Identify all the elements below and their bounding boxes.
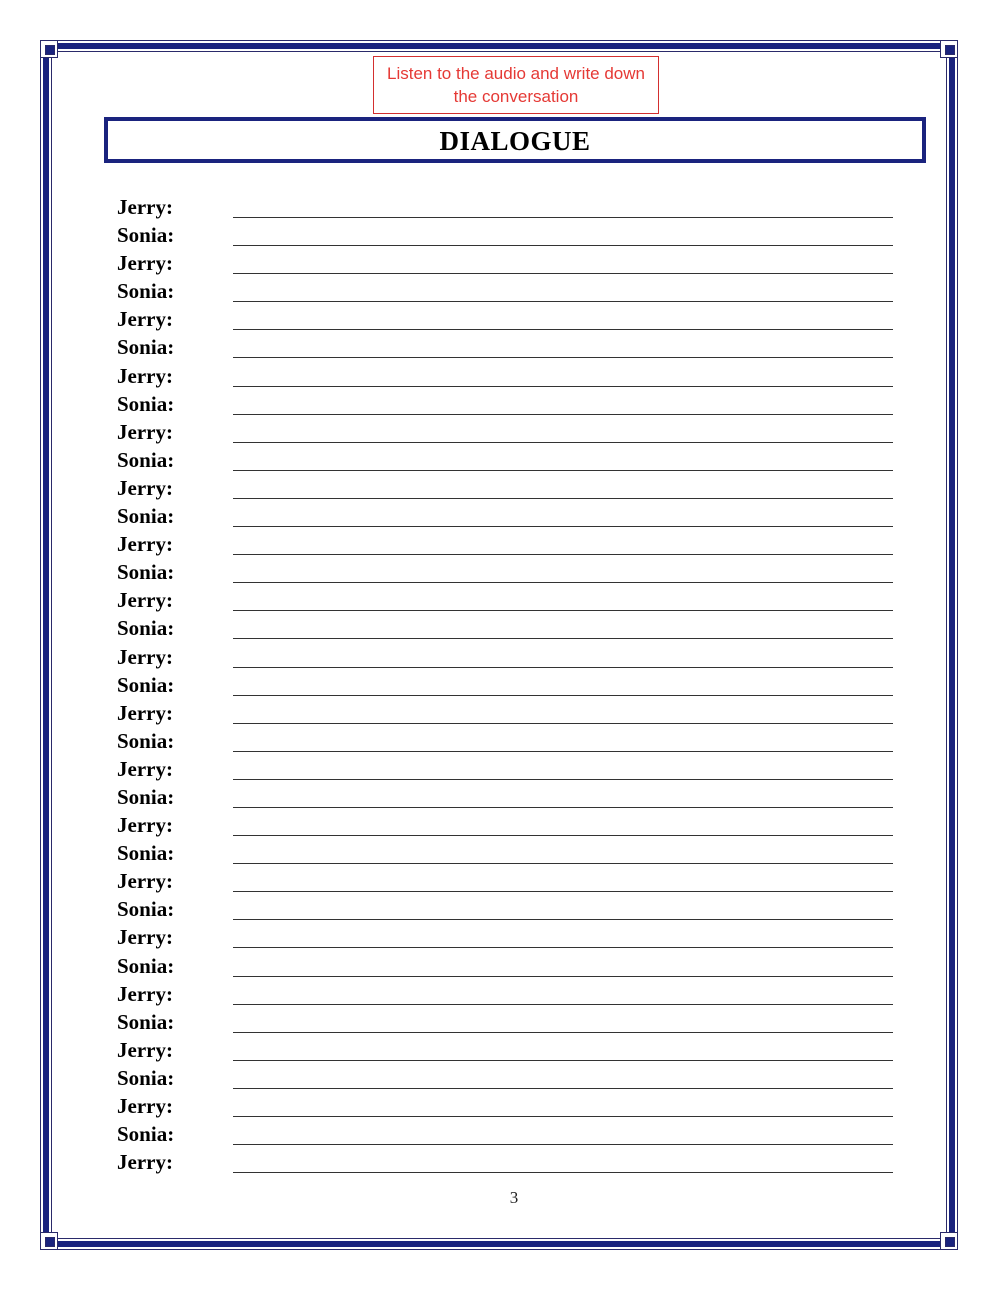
speaker-label: Sonia: <box>117 784 175 809</box>
speaker-label: Sonia: <box>117 897 175 922</box>
dialogue-line <box>117 839 897 867</box>
answer-line[interactable] <box>233 1004 893 1005</box>
speaker-label: Sonia: <box>117 391 175 416</box>
answer-line[interactable] <box>233 442 893 443</box>
dialogue-line <box>117 1036 897 1064</box>
answer-line[interactable] <box>233 919 893 920</box>
answer-line[interactable] <box>233 386 893 387</box>
speaker-label: Jerry: <box>117 869 173 894</box>
dialogue-line <box>117 671 897 699</box>
answer-line[interactable] <box>233 638 893 639</box>
corner-ornament-bottom-right <box>940 1232 958 1250</box>
dialogue-line <box>117 699 897 727</box>
speaker-label: Jerry: <box>117 532 173 557</box>
answer-line[interactable] <box>233 245 893 246</box>
speaker-label: Jerry: <box>117 1094 173 1118</box>
dialogue-line <box>117 755 897 783</box>
dialogue-line <box>117 277 897 305</box>
speaker-label: Sonia: <box>117 1122 175 1147</box>
dialogue-line <box>117 1120 897 1148</box>
answer-line[interactable] <box>233 1144 893 1145</box>
dialogue-line <box>117 193 897 221</box>
title-banner <box>104 117 926 163</box>
dialogue-line <box>117 502 897 530</box>
answer-line[interactable] <box>233 610 893 611</box>
dialogue-line <box>117 923 897 951</box>
speaker-label: Jerry: <box>117 644 173 669</box>
dialogue-line <box>117 727 897 755</box>
dialogue-line <box>117 362 897 390</box>
speaker-label: Jerry: <box>117 363 173 388</box>
dialogue-line <box>117 418 897 446</box>
speaker-label: Jerry: <box>117 195 173 219</box>
dialogue-line <box>117 305 897 333</box>
answer-line[interactable] <box>233 414 893 415</box>
answer-line[interactable] <box>233 1032 893 1033</box>
speaker-label: Sonia: <box>117 1009 175 1034</box>
speaker-label: Jerry: <box>117 475 173 500</box>
answer-line[interactable] <box>233 526 893 527</box>
answer-line[interactable] <box>233 947 893 948</box>
speaker-label: Sonia: <box>117 447 175 472</box>
answer-line[interactable] <box>233 470 893 471</box>
speaker-label: Sonia: <box>117 841 175 866</box>
dialogue-line <box>117 474 897 502</box>
answer-line[interactable] <box>233 1172 893 1173</box>
dialogue-line <box>117 530 897 558</box>
answer-line[interactable] <box>233 498 893 499</box>
answer-line[interactable] <box>233 667 893 668</box>
dialogue-line <box>117 1148 897 1176</box>
corner-ornament-top-left <box>40 40 58 58</box>
dialogue-line <box>117 390 897 418</box>
dialogue-line <box>117 249 897 277</box>
speaker-label: Sonia: <box>117 560 175 585</box>
answer-line[interactable] <box>233 273 893 274</box>
dialogue-line <box>117 980 897 1008</box>
dialogue-line <box>117 614 897 642</box>
speaker-label: Jerry: <box>117 813 173 838</box>
speaker-label: Jerry: <box>117 1037 173 1062</box>
dialogue-line <box>117 1008 897 1036</box>
dialogue-line <box>117 221 897 249</box>
answer-line[interactable] <box>233 891 893 892</box>
speaker-label: Sonia: <box>117 616 175 641</box>
dialogue-line <box>117 1092 897 1120</box>
speaker-label: Jerry: <box>117 700 173 725</box>
speaker-label: Sonia: <box>117 1065 175 1090</box>
speaker-label: Jerry: <box>117 588 173 613</box>
answer-line[interactable] <box>233 1116 893 1117</box>
speaker-label: Sonia: <box>117 223 175 248</box>
speaker-label: Jerry: <box>117 981 173 1006</box>
corner-ornament-bottom-left <box>40 1232 58 1250</box>
speaker-label: Jerry: <box>117 419 173 444</box>
dialogue-line <box>117 783 897 811</box>
answer-line[interactable] <box>233 357 893 358</box>
speaker-label: Jerry: <box>117 1150 173 1175</box>
answer-line[interactable] <box>233 582 893 583</box>
dialogue-line <box>117 811 897 839</box>
answer-line[interactable] <box>233 217 893 218</box>
answer-line[interactable] <box>233 835 893 836</box>
speaker-label: Jerry: <box>117 756 173 781</box>
speaker-label: Sonia: <box>117 728 175 753</box>
dialogue-line <box>117 446 897 474</box>
answer-line[interactable] <box>233 554 893 555</box>
speaker-label: Sonia: <box>117 504 175 529</box>
speaker-label: Sonia: <box>117 953 175 978</box>
instruction-text: Listen to the audio and write down the conversation <box>386 64 645 106</box>
speaker-label: Jerry: <box>117 307 173 332</box>
instruction-box <box>373 56 659 114</box>
answer-line[interactable] <box>233 1088 893 1089</box>
dialogue-list <box>117 193 897 1176</box>
corner-ornament-top-right <box>940 40 958 58</box>
answer-line[interactable] <box>233 695 893 696</box>
speaker-label: Jerry: <box>117 251 173 276</box>
dialogue-line <box>117 1064 897 1092</box>
dialogue-line <box>117 643 897 671</box>
dialogue-line <box>117 867 897 895</box>
speaker-label: Sonia: <box>117 335 175 360</box>
dialogue-line <box>117 895 897 923</box>
answer-line[interactable] <box>233 751 893 752</box>
speaker-label: Sonia: <box>117 279 175 304</box>
answer-line[interactable] <box>233 1060 893 1061</box>
page-title: DIALOGUE <box>439 126 591 156</box>
dialogue-line <box>117 952 897 980</box>
speaker-label: Jerry: <box>117 925 173 950</box>
answer-line[interactable] <box>233 976 893 977</box>
answer-line[interactable] <box>233 807 893 808</box>
dialogue-line <box>117 558 897 586</box>
answer-line[interactable] <box>233 301 893 302</box>
page-number: 3 <box>509 1188 519 1207</box>
speaker-label: Sonia: <box>117 672 175 697</box>
dialogue-line <box>117 586 897 614</box>
answer-line[interactable] <box>233 723 893 724</box>
dialogue-line <box>117 333 897 361</box>
answer-line[interactable] <box>233 863 893 864</box>
answer-line[interactable] <box>233 329 893 330</box>
answer-line[interactable] <box>233 779 893 780</box>
